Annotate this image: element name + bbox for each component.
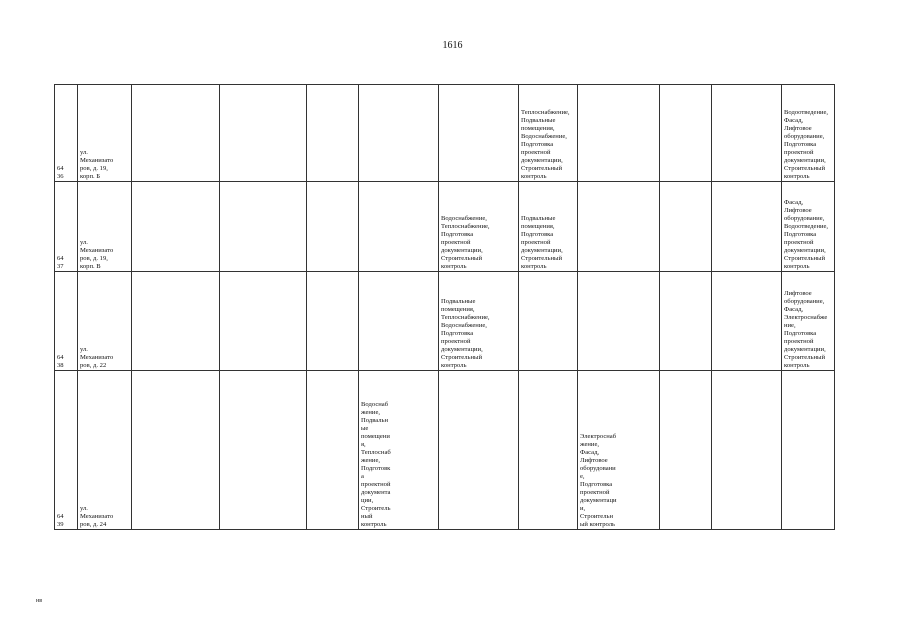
work-cell <box>220 371 307 530</box>
work-cell <box>220 85 307 182</box>
work-cell <box>307 272 359 371</box>
page-number: 1616 <box>442 40 463 51</box>
work-cell <box>660 371 712 530</box>
table-row <box>55 272 835 371</box>
work-cell <box>132 182 220 272</box>
row-number: 64 39 <box>55 371 78 530</box>
work-cell <box>132 272 220 371</box>
row-number: 64 36 <box>55 85 78 182</box>
work-cell: Теплоснабжение, Подвальные помещения, Водоснабжение, Подготовка проектной документации, Строительный контроль <box>519 85 578 182</box>
work-cell: Подвальные помещения, Подготовка проектной документации, Строительный контроль <box>519 182 578 272</box>
work-cell <box>712 85 782 182</box>
work-cell <box>578 272 660 371</box>
work-cell <box>660 85 712 182</box>
table-row <box>55 85 835 182</box>
work-cell <box>220 182 307 272</box>
work-cell <box>712 272 782 371</box>
work-cell <box>782 371 835 530</box>
work-cell <box>712 371 782 530</box>
work-cell <box>132 85 220 182</box>
footer-code: нв <box>36 598 43 604</box>
address-cell: ул. Механизато ров, д. 22 <box>78 272 132 371</box>
work-cell <box>519 272 578 371</box>
work-cell <box>439 85 519 182</box>
row-number: 64 38 <box>55 272 78 371</box>
work-cell: Фасад, Лифтовое оборудование, Водоотведение, Подготовка проектной документации, Строительный контроль <box>782 182 835 272</box>
work-cell: Подвальные помещения, Теплоснабжение, Водоснабжение, Подготовка проектной документации, Строительный контроль <box>439 272 519 371</box>
work-cell <box>578 182 660 272</box>
work-cell: Водоотведение, Фасад, Лифтовое оборудование, Подготовка проектной документации, Строительный контроль <box>782 85 835 182</box>
address-cell: ул. Механизато ров, д. 24 <box>78 371 132 530</box>
work-cell <box>307 182 359 272</box>
work-cell <box>359 85 439 182</box>
work-cell: Водоснабжение, Теплоснабжение, Подготовка проектной документации, Строительный контроль <box>439 182 519 272</box>
work-cell <box>132 371 220 530</box>
address-cell: ул. Механизато ров, д. 19, корп. В <box>78 182 132 272</box>
table-row <box>55 371 835 530</box>
row-number: 64 37 <box>55 182 78 272</box>
work-cell <box>359 182 439 272</box>
work-cell <box>359 272 439 371</box>
work-cell <box>578 85 660 182</box>
work-cell <box>220 272 307 371</box>
work-cell: Водоснаб жение, Подвальн ые помещени я, Теплоснаб жение, Подготовк а проектной документа ции, Строитель ный контроль <box>359 371 439 530</box>
work-cell <box>660 182 712 272</box>
work-cell <box>307 371 359 530</box>
work-cell <box>519 371 578 530</box>
work-cell: Лифтовое оборудование, Фасад, Электроснабже ние, Подготовка проектной документации, Строительный контроль <box>782 272 835 371</box>
work-cell <box>712 182 782 272</box>
work-cell <box>439 371 519 530</box>
work-cell: Электроснаб жение, Фасад, Лифтовое оборудовани е, Подготовка проектной документаци и, Строительн ый контроль <box>578 371 660 530</box>
works-table <box>54 84 835 530</box>
work-cell <box>660 272 712 371</box>
address-cell: ул. Механизато ров, д. 19, корп. Б <box>78 85 132 182</box>
table-row <box>55 182 835 272</box>
work-cell <box>307 85 359 182</box>
